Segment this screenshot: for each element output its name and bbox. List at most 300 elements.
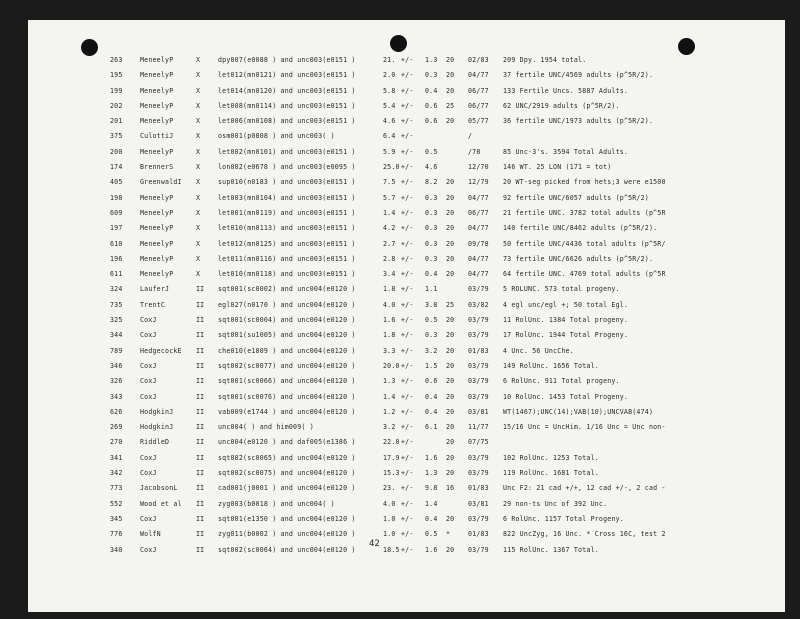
table-row [28,129,785,144]
distance-value: 1.3 [383,377,396,386]
strain-number: 375 [110,132,123,141]
chromosome: II [196,377,205,386]
genotype: let003(mn0104) and unc003(e0151 ) [218,193,356,202]
plus-minus: +/- [401,300,414,309]
chromosome: II [196,346,205,355]
author-name: MeneelyP [140,193,174,202]
date-value: 01/83 [468,530,489,539]
table-row [28,145,785,160]
chromosome: X [196,193,201,202]
count-value: 20 [446,178,455,187]
chromosome: X [196,254,201,263]
strain-number: 552 [110,499,123,508]
author-name: CoxJ [140,361,157,370]
author-name: GreenwaldI [140,178,182,187]
distance-value: 4.6 [383,117,396,126]
distance-value: 1.6 [383,316,396,325]
author-name: MeneelyP [140,71,174,80]
strain-number: 343 [110,392,123,401]
distance-value: 21. [383,56,396,64]
plus-minus: +/- [401,239,414,248]
date-value: 05/77 [468,117,489,126]
strain-number: 269 [110,423,123,432]
table-row [28,359,785,374]
count-value: 20 [446,56,455,64]
date-value: 03/79 [468,392,489,401]
genotype: sqt002(sc0064) and unc004(e0120 ) [218,545,356,554]
count-value: 20 [446,331,455,340]
date-value: 04/77 [468,224,489,233]
strain-number: 341 [110,453,123,462]
plus-minus: +/- [401,132,414,141]
distance-value: 5.4 [383,101,396,110]
author-name: Wood et al [140,499,182,508]
error-value: 0.3 [425,331,438,340]
author-name: MeneelyP [140,86,174,95]
chromosome: II [196,499,205,508]
strain-number: 174 [110,163,123,172]
count-value: 20 [446,545,455,554]
genotype: lon002(e0678 ) and unc003(e0095 ) [218,163,356,172]
table-row [28,405,785,420]
note-text: 119 RolUnc. 1681 Total. [503,469,599,478]
note-text: 115 RolUnc. 1367 Total. [503,545,599,554]
date-value: 11/77 [468,423,489,432]
chromosome: II [196,438,205,447]
chromosome: II [196,316,205,325]
note-text: 20 WT-seg picked from hets;3 were e1500 [503,178,666,187]
table-row [28,282,785,297]
note-text: 85 Unc-3's. 3594 Total Adults. [503,147,629,156]
author-name: CulottiJ [140,132,174,141]
count-value: 20 [446,117,455,126]
table-row [28,497,785,512]
table-row [28,512,785,527]
strain-number: 344 [110,331,123,340]
strain-number: 773 [110,484,123,493]
date-value: 04/77 [468,193,489,202]
plus-minus: +/- [401,361,414,370]
count-value: 20 [446,346,455,355]
note-text: 209 Dpy. 1954 total. [503,56,587,64]
error-value: 0.4 [425,514,438,523]
genotype: let006(mn0108) and unc003(e0151 ) [218,117,356,126]
author-name: LauferJ [140,285,170,294]
chromosome: X [196,239,201,248]
note-text: 149 RolUnc. 1656 Total. [503,361,599,370]
error-value: 1.6 [425,545,438,554]
genotype: let010(mn0113) and unc003(e0151 ) [218,224,356,233]
distance-value: 7.5 [383,178,396,187]
count-value: 20 [446,361,455,370]
distance-value: 1.0 [383,514,396,523]
date-value: 03/82 [468,300,489,309]
date-value: /78 [468,147,481,156]
chromosome: X [196,178,201,187]
error-value: 0.6 [425,377,438,386]
strain-number: 263 [110,56,123,64]
author-name: MeneelyP [140,101,174,110]
count-value: 20 [446,224,455,233]
note-text: 822 UncZyg, 16 Unc. * Cross 16C, test 2 [503,530,666,539]
author-name: HedgecockE [140,346,182,355]
author-name: MeneelyP [140,270,174,279]
note-text: 11 RolUnc. 1384 Total progeny. [503,316,629,325]
chromosome: II [196,285,205,294]
error-value: 3.2 [425,346,438,355]
distance-value: 3.2 [383,423,396,432]
strain-number: 735 [110,300,123,309]
note-text: 17 RolUnc. 1944 Total Progeny. [503,331,629,340]
note-text: WT(1467);UNC(14);VAB(10);UNCVAB(474) [503,407,654,416]
genotype: let008(mn0114) and unc003(e0151 ) [218,101,356,110]
plus-minus: +/- [401,331,414,340]
chromosome: II [196,530,205,539]
count-value: * [446,530,451,539]
plus-minus: +/- [401,469,414,478]
date-value: 04/77 [468,71,489,80]
error-value: 1.6 [425,453,438,462]
date-value: 04/77 [468,254,489,263]
count-value: 20 [446,254,455,263]
plus-minus: +/- [401,392,414,401]
punch-hole [390,35,407,52]
count-value: 20 [446,86,455,95]
author-name: CoxJ [140,392,157,401]
genotype: sqt001(sc0076) and unc004(e0120 ) [218,392,356,401]
strain-number: 626 [110,407,123,416]
genotype: cad001(j0001 ) and unc004(e0120 ) [218,484,356,493]
strain-number: 196 [110,254,123,263]
table-row [28,527,785,542]
table-row [28,328,785,343]
date-value: / [468,132,473,141]
note-text: 4 egl unc/egl +; 50 total Egl. [503,300,629,309]
chromosome: X [196,270,201,279]
table-row [28,84,785,99]
genotype: let012(mn0125) and unc003(e0151 ) [218,239,356,248]
plus-minus: +/- [401,56,414,64]
count-value: 20 [446,316,455,325]
genotype: osm001(p0808 ) and unc003( ) [218,132,335,141]
note-text: 140 fertile UNC/8462 adults (p^5R/2). [503,224,658,233]
genotype: vab009(e1744 ) and unc004(e0120 ) [218,407,356,416]
strain-number: 342 [110,469,123,478]
plus-minus: +/- [401,484,414,493]
note-text: Unc F2: 21 cad +/+, 12 cad +/-, 2 cad - [503,484,666,493]
error-value: 3.8 [425,300,438,309]
plus-minus: +/- [401,377,414,386]
note-text: 64 fertile UNC. 4769 total adults (p^5R [503,270,666,279]
genotype: sup010(n0183 ) and unc003(e0151 ) [218,178,356,187]
date-value: 09/78 [468,239,489,248]
note-text: 62 UNC/2919 adults (p^5R/2). [503,101,620,110]
note-text: 146 WT. 25 LON (171 = tot) [503,163,612,172]
error-value: 0.4 [425,86,438,95]
count-value: 20 [446,392,455,401]
note-text: 10 RolUnc. 1453 Total Progeny. [503,392,629,401]
table-row [28,390,785,405]
genotype: sqt001(e1350 ) and unc004(e0120 ) [218,514,356,523]
strain-number: 325 [110,316,123,325]
plus-minus: +/- [401,71,414,80]
note-text: 36 fertile UNC/1973 adults (p^5R/2). [503,117,654,126]
plus-minus: +/- [401,407,414,416]
table-row [28,99,785,114]
note-text: 15/16 Unc = UncHim. 1/16 Unc = Unc non- [503,423,666,432]
distance-value: 25.0 [383,163,400,172]
date-value: 01/83 [468,484,489,493]
note-text: 50 fertile UNC/4436 total adults (p^5R/ [503,239,666,248]
error-value: 4.6 [425,163,438,172]
note-text: 4 Unc. 56 UncChe. [503,346,574,355]
strain-number: 789 [110,346,123,355]
note-text: 29 non-ts Unc of 392 Unc. [503,499,608,508]
count-value: 20 [446,208,455,217]
genotype: let012(mn0121) and unc003(e0151 ) [218,71,356,80]
plus-minus: +/- [401,346,414,355]
genotype: zyg003(b0018 ) and unc004( ) [218,499,335,508]
chromosome: X [196,147,201,156]
error-value: 0.3 [425,193,438,202]
chromosome: II [196,407,205,416]
author-name: HodgkinJ [140,407,174,416]
date-value: 07/75 [468,438,489,447]
error-value: 0.3 [425,71,438,80]
chromosome: II [196,453,205,462]
distance-value: 1.4 [383,208,396,217]
chromosome: X [196,208,201,217]
distance-value: 17.9 [383,453,400,462]
table-row [28,191,785,206]
table-row [28,114,785,129]
genotype: sqt001(sc0066) and unc004(e0120 ) [218,377,356,386]
chromosome: X [196,163,201,172]
author-name: CoxJ [140,545,157,554]
chromosome: II [196,514,205,523]
plus-minus: +/- [401,178,414,187]
table-row [28,374,785,389]
note-text: 37 fertile UNC/4569 adults (p^5R/2). [503,71,654,80]
date-value: 06/77 [468,86,489,95]
date-value: 02/83 [468,56,489,64]
table-row [28,298,785,313]
distance-value: 6.4 [383,132,396,141]
author-name: WolfN [140,530,161,539]
date-value: 12/70 [468,163,489,172]
table-row [28,481,785,496]
count-value: 20 [446,270,455,279]
date-value: 06/77 [468,101,489,110]
author-name: CoxJ [140,316,157,325]
note-text: 6 RolUnc. 1157 Total Progeny. [503,514,624,523]
count-value: 20 [446,438,455,447]
chromosome: X [196,224,201,233]
chromosome: II [196,331,205,340]
table-row [28,221,785,236]
error-value: 6.1 [425,423,438,432]
genotype: let011(mn0116) and unc003(e0151 ) [218,254,356,263]
table-row [28,313,785,328]
author-name: MeneelyP [140,56,174,64]
plus-minus: +/- [401,163,414,172]
author-name: CoxJ [140,514,157,523]
date-value: 03/79 [468,316,489,325]
count-value: 20 [446,239,455,248]
plus-minus: +/- [401,208,414,217]
table-row [28,420,785,435]
genotype: egl027(n0170 ) and unc004(e0120 ) [218,300,356,309]
date-value: 03/81 [468,407,489,416]
count-value: 20 [446,423,455,432]
error-value: 0.5 [425,147,438,156]
distance-value: 4.0 [383,300,396,309]
strain-number: 345 [110,514,123,523]
distance-value: 1.8 [383,331,396,340]
date-value: 03/79 [468,469,489,478]
plus-minus: +/- [401,224,414,233]
chromosome: X [196,117,201,126]
author-name: CoxJ [140,453,157,462]
chromosome: II [196,392,205,401]
data-table [28,53,785,558]
plus-minus: +/- [401,530,414,539]
chromosome: II [196,545,205,554]
error-value: 0.4 [425,392,438,401]
table-row [28,466,785,481]
chromosome: II [196,423,205,432]
author-name: JacobsonL [140,484,178,493]
error-value: 0.3 [425,254,438,263]
error-value: 0.6 [425,101,438,110]
strain-number: 201 [110,117,123,126]
distance-value: 23. [383,484,396,493]
distance-value: 1.8 [383,285,396,294]
genotype: let002(mn0101) and unc003(e0151 ) [218,147,356,156]
strain-number: 611 [110,270,123,279]
strain-number: 609 [110,208,123,217]
strain-number: 197 [110,224,123,233]
strain-number: 199 [110,86,123,95]
note-text: 5 ROLUNC. 573 total progeny. [503,285,620,294]
count-value: 20 [446,514,455,523]
plus-minus: +/- [401,254,414,263]
distance-value: 5.7 [383,193,396,202]
strain-number: 200 [110,147,123,156]
error-value: 1.3 [425,56,438,64]
strain-number: 270 [110,438,123,447]
genotype: sqt002(sc0077) and unc004(e0120 ) [218,361,356,370]
count-value: 20 [446,71,455,80]
distance-value: 5.9 [383,147,396,156]
count-value: 20 [446,193,455,202]
genotype: sqt001(sc0004) and unc004(e0120 ) [218,316,356,325]
table-row [28,543,785,558]
author-name: MeneelyP [140,117,174,126]
date-value: 06/77 [468,208,489,217]
plus-minus: +/- [401,285,414,294]
error-value: 0.3 [425,208,438,217]
author-name: MeneelyP [140,208,174,217]
date-value: 03/79 [468,545,489,554]
genotype: unc004(e0120 ) and daf005(e1386 ) [218,438,356,447]
date-value: 03/81 [468,499,489,508]
table-row [28,252,785,267]
author-name: BrennerS [140,163,174,172]
date-value: 03/79 [468,361,489,370]
count-value: 20 [446,407,455,416]
plus-minus: +/- [401,86,414,95]
chromosome: II [196,469,205,478]
author-name: MeneelyP [140,224,174,233]
count-value: 20 [446,469,455,478]
distance-value: 4.2 [383,224,396,233]
note-text: 6 RolUnc. 911 Total progeny. [503,377,620,386]
date-value: 04/77 [468,270,489,279]
genotype: unc004( ) and him009( ) [218,423,314,432]
chromosome: X [196,101,201,110]
author-name: HodgkinJ [140,423,174,432]
table-row [28,435,785,450]
author-name: MeneelyP [140,239,174,248]
strain-number: 405 [110,178,123,187]
distance-value: 1.0 [383,530,396,539]
plus-minus: +/- [401,101,414,110]
genotype: sqt002(sc0075) and unc004(e0120 ) [218,469,356,478]
distance-value: 2.7 [383,239,396,248]
distance-value: 1.4 [383,392,396,401]
table-row [28,206,785,221]
table-row [28,53,785,68]
distance-value: 3.4 [383,270,396,279]
error-value: 1.1 [425,285,438,294]
strain-number: 198 [110,193,123,202]
error-value: 1.4 [425,499,438,508]
distance-value: 18.5 [383,545,400,554]
genotype: let014(mn0120) and unc003(e0151 ) [218,86,356,95]
author-name: RiddleD [140,438,170,447]
count-value: 25 [446,101,455,110]
error-value: 0.3 [425,239,438,248]
table-row [28,175,785,190]
table-row [28,237,785,252]
error-value: 0.6 [425,117,438,126]
strain-number: 195 [110,71,123,80]
strain-number: 202 [110,101,123,110]
author-name: MeneelyP [140,254,174,263]
error-value: 0.5 [425,316,438,325]
error-value: 1.3 [425,469,438,478]
chromosome: X [196,132,201,141]
date-value: 12/79 [468,178,489,187]
distance-value: 5.8 [383,86,396,95]
distance-value: 22.0 [383,438,400,447]
strain-number: 346 [110,361,123,370]
error-value: 0.5 [425,530,438,539]
distance-value: 1.2 [383,407,396,416]
plus-minus: +/- [401,423,414,432]
strain-number: 340 [110,545,123,554]
date-value: 03/79 [468,514,489,523]
author-name: CoxJ [140,331,157,340]
note-text: 73 fertile UNC/6626 adults (p^5R/2). [503,254,654,263]
date-value: 01/83 [468,346,489,355]
distance-value: 2.0 [383,71,396,80]
table-row [28,451,785,466]
distance-value: 20.0 [383,361,400,370]
count-value: 25 [446,300,455,309]
author-name: MeneelyP [140,147,174,156]
